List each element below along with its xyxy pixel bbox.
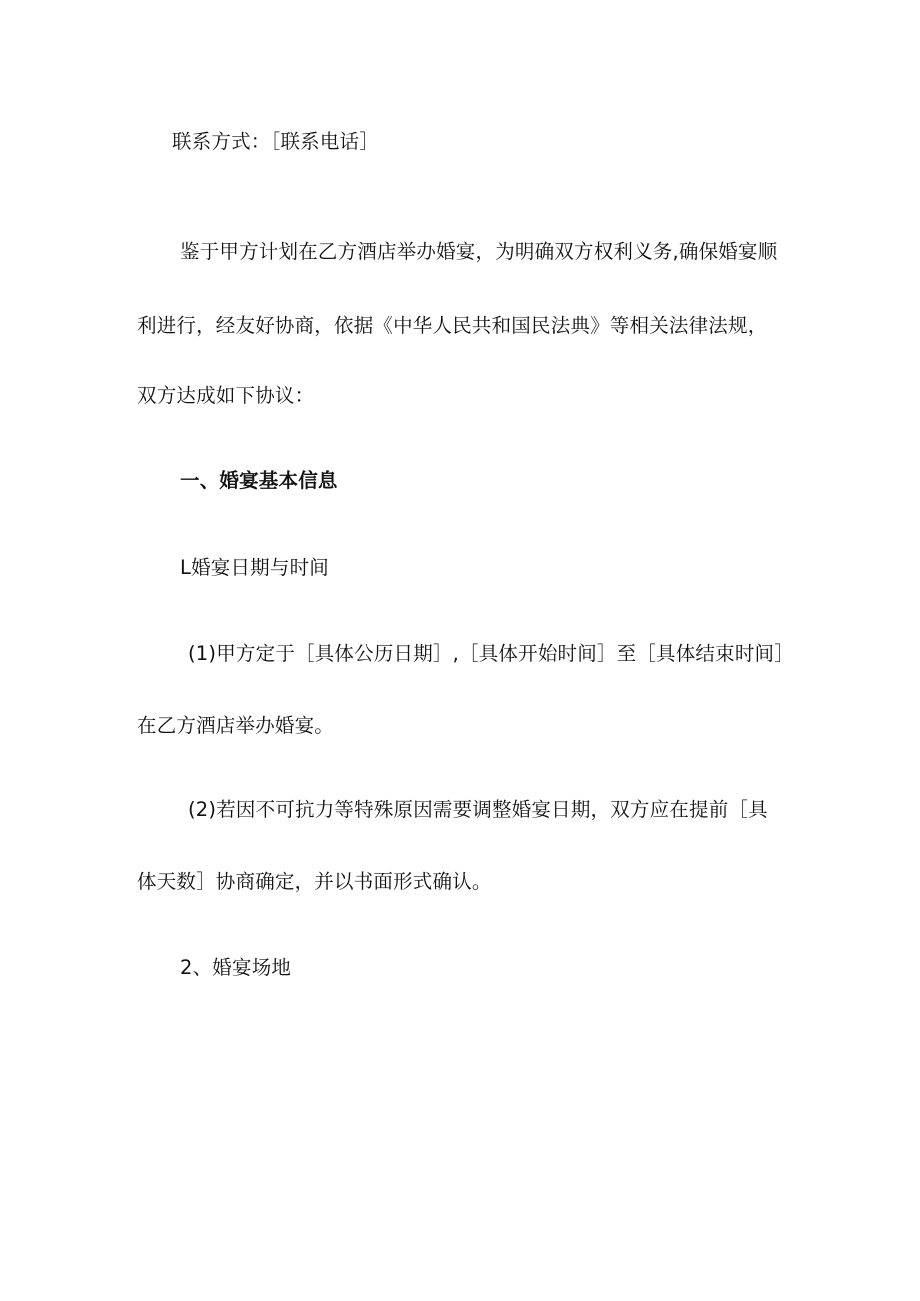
item-heading-venue: 2、婚宴场地 bbox=[180, 956, 292, 979]
preamble-line-1: 鉴于甲方计划在乙方酒店举办婚宴，为明确双方权利义务,确保婚宴顺 bbox=[180, 240, 778, 263]
clause-1-line-1: (1)甲方定于［具体公历日期］,［具体开始时间］至［具体结束时间］ bbox=[188, 642, 794, 665]
clause-2-line-2: 体天数］协商确定，并以书面形式确认。 bbox=[137, 870, 492, 893]
preamble-line-3: 双方达成如下协议： bbox=[137, 384, 315, 407]
clause-2-line-1: (2)若因不可抗力等特殊原因需要调整婚宴日期，双方应在提前［具 bbox=[188, 798, 768, 821]
preamble-line-2: 利进行，经友好协商，依据《中华人民共和国民法典》等相关法律法规， bbox=[137, 314, 768, 337]
section-heading: 一、婚宴基本信息 bbox=[180, 469, 338, 492]
contact-line: 联系方式：［联系电话］ bbox=[172, 130, 379, 153]
clause-1-line-2: 在乙方酒店举办婚宴。 bbox=[137, 714, 335, 737]
item-heading-date-time: L婚宴日期与时间 bbox=[180, 556, 329, 579]
